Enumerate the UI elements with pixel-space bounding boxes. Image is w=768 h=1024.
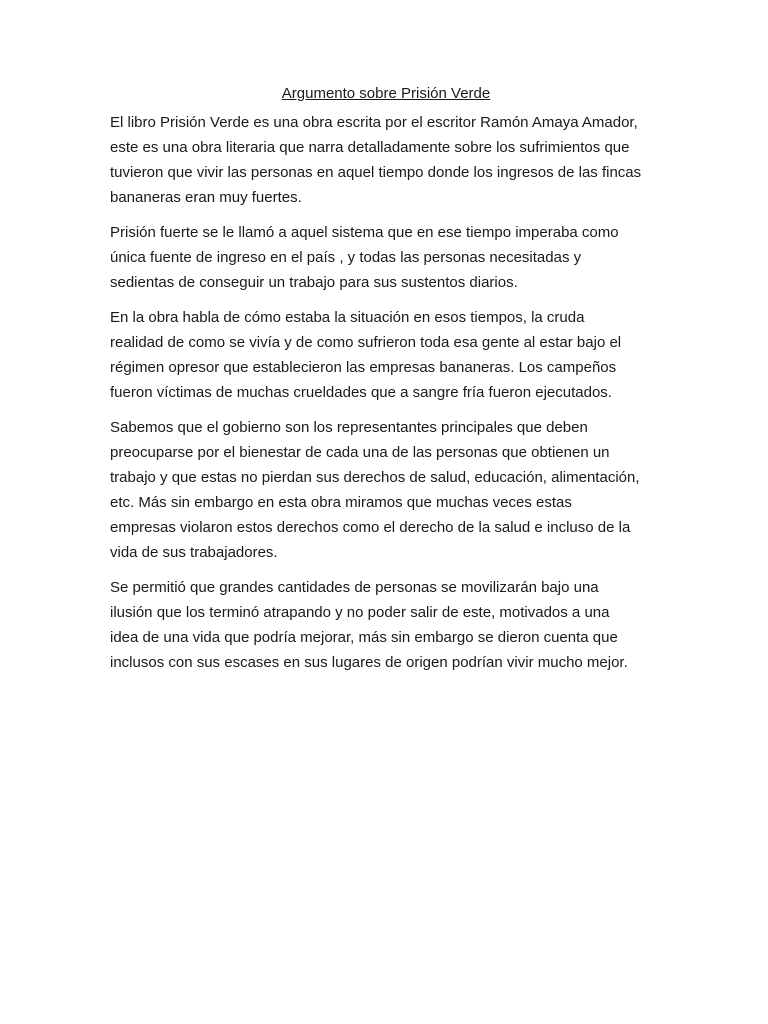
text-line: vida de sus trabajadores. — [110, 544, 278, 561]
text-line: régimen opresor que establecieron las empresas bananeras. Los campeños — [110, 359, 617, 376]
text-line: este es una obra literaria que narra detalladamente sobre los sufrimientos que — [110, 139, 630, 156]
paragraph-1 — [110, 110, 662, 210]
text-line: idea de una vida que podría mejorar, más sin embargo se dieron cuenta que — [110, 629, 618, 646]
text-line: empresas violaron estos derechos como el derecho de la salud e incluso de la — [110, 519, 631, 536]
text-line: realidad de como se vivía y de como sufrieron toda esa gente al estar bajo el — [110, 334, 622, 351]
paragraph-3 — [110, 305, 662, 405]
text-line: Prisión fuerte se le llamó a aquel sistema que en ese tiempo imperaba como — [110, 224, 619, 241]
text-line: trabajo y que estas no pierdan sus derechos de salud, educación, alimentación, — [110, 469, 640, 486]
text-line: inclusos con sus escases en sus lugares de origen podrían vivir mucho mejor. — [110, 654, 628, 671]
text-line: sedientas de conseguir un trabajo para sus sustentos diarios. — [110, 274, 518, 291]
text-line: preocuparse por el bienestar de cada una de las personas que obtienen un — [110, 444, 610, 461]
text-line: Se permitió que grandes cantidades de personas se movilizarán bajo una — [110, 579, 599, 596]
text-line: fueron víctimas de muchas crueldades que a sangre fría fueron ejecutados. — [110, 384, 612, 401]
text-line: Sabemos que el gobierno son los representantes principales que deben — [110, 419, 588, 436]
text-line: bananeras eran muy fuertes. — [110, 189, 302, 206]
text-line: única fuente de ingreso en el país , y todas las personas necesitadas y — [110, 249, 582, 266]
document-title: Argumento sobre Prisión Verde — [281, 85, 491, 102]
paragraph-2 — [110, 220, 662, 295]
text-line: ilusión que los terminó atrapando y no poder salir de este, motivados a una — [110, 604, 610, 621]
document-body — [110, 84, 662, 685]
text-line: En la obra habla de cómo estaba la situación en esos tiempos, la cruda — [110, 309, 585, 326]
paragraph-4 — [110, 415, 662, 565]
text-line: El libro Prisión Verde es una obra escrita por el escritor Ramón Amaya Amador, — [110, 114, 638, 131]
text-line: etc. Más sin embargo en esta obra miramos que muchas veces estas — [110, 494, 572, 511]
text-line: tuvieron que vivir las personas en aquel tiempo donde los ingresos de las fincas — [110, 164, 642, 181]
paragraph-5 — [110, 575, 662, 675]
